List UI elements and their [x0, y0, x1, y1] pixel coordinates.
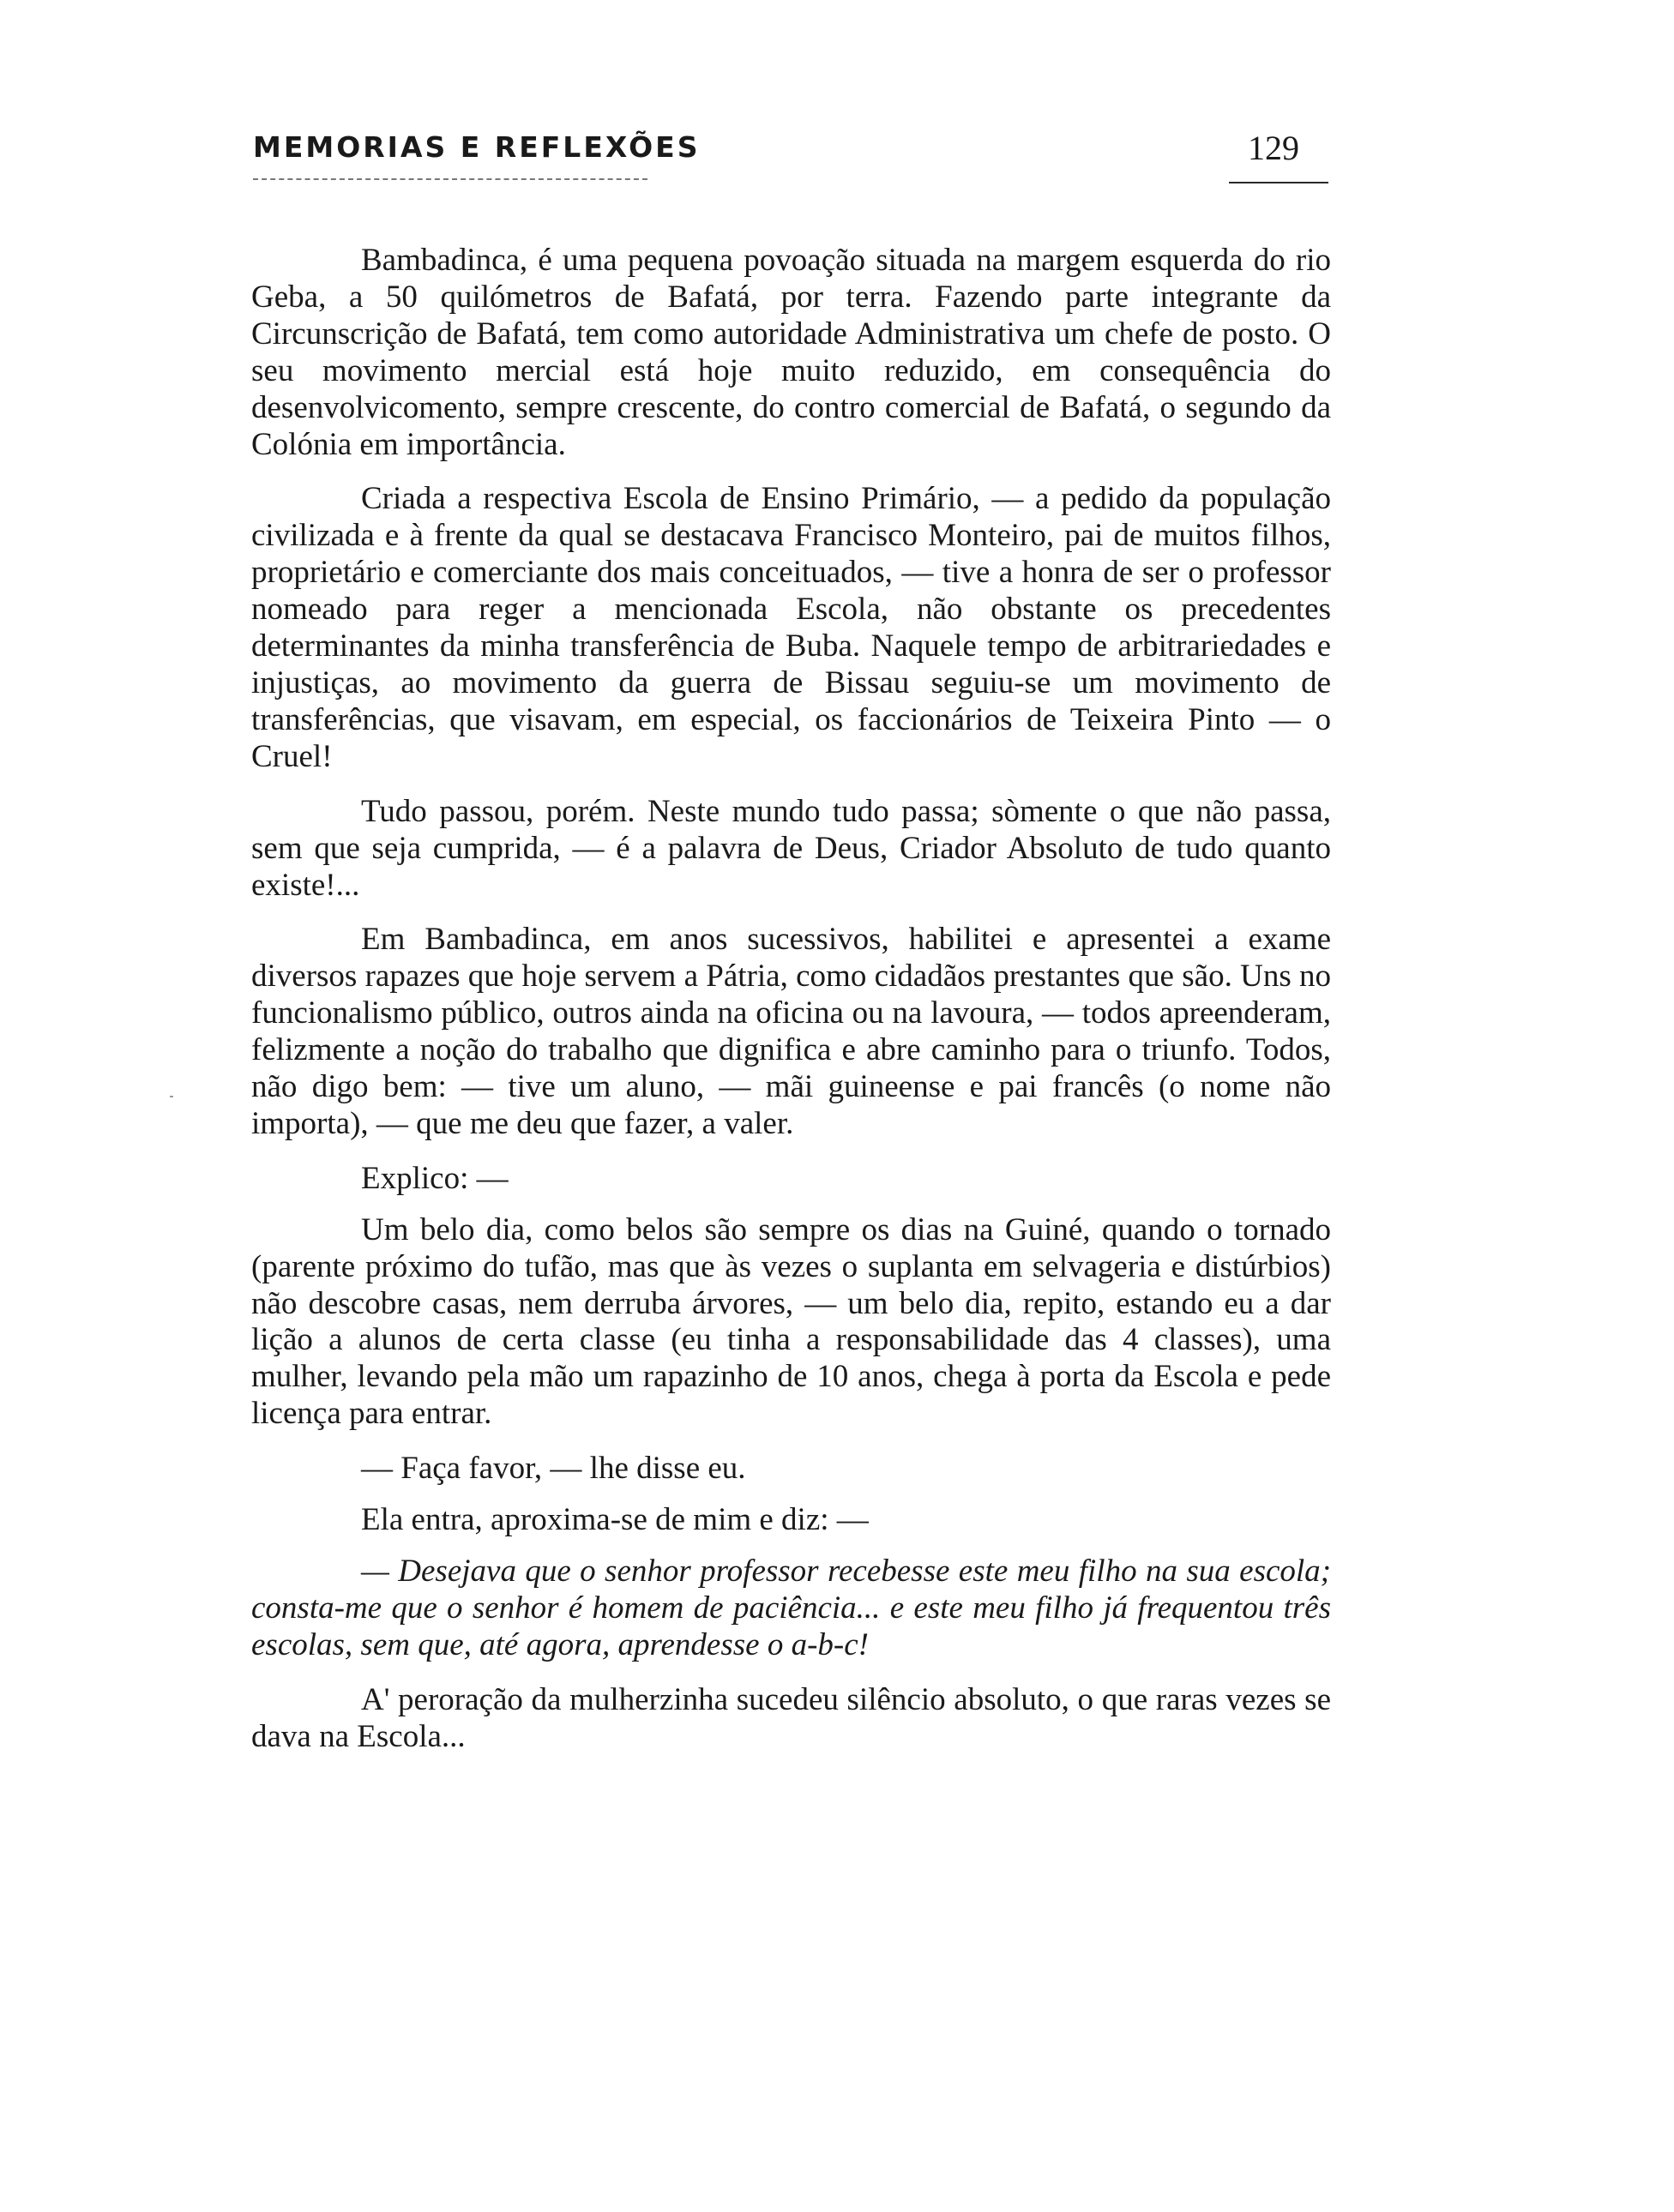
paragraph-ela-entra: Ela entra, aproxima-se de mim e diz: — — [361, 1502, 869, 1538]
paragraph-explico: Explico: — — [361, 1160, 509, 1196]
body-text — [251, 243, 1331, 1774]
paragraph-faca-favor: — Faça favor, — lhe disse eu. — [361, 1451, 746, 1487]
paragraph-desejava: — Desejava que o senhor professor recebesse este meu filho na sua escola; consta-me que o senhor é homem de paciência... e este meu filho já frequentou três escolas, sem que, até agora, aprendesse o a-b-c! — [251, 1554, 1331, 1662]
page-number: 129 — [1248, 129, 1299, 167]
margin-speck — [170, 1096, 173, 1097]
header-rule-left — [253, 178, 647, 180]
paragraph-peroracao: A' peroração da mulherzinha sucedeu silêncio absoluto, o que raras vezes se dava na Escola... — [251, 1681, 1331, 1754]
paragraph-belo-dia: Um belo dia, como belos são sempre os dias na Guiné, quando o tornado (parente próximo do tufão, mas que às vezes o suplanta em selvageria e distúrbios) não descobre casas, nem derruba árvores, — um belo dia, repito, estando eu a dar lição a alunos de certa classe (eu tinha a responsabilidade das 4 classes), uma mulher, levando pela mão um rapazinho de 10 anos, chega à porta da Escola e pede licença para entrar. — [251, 1211, 1331, 1432]
paragraph-tudo-passou: Tudo passou, porém. Neste mundo tudo passa; sòmente o que não passa, sem que seja cumprida, — é a palavra de Deus, Criador Absoluto de tudo quanto existe!... — [251, 793, 1331, 903]
paragraph-escola: Criada a respectiva Escola de Ensino Primário, — a pedido da população civilizada e à frente da qual se destacava Francisco Monteiro, pai de muitos filhos, proprietário e comerciante dos mais conceituados, — tive a honra de ser o professor nomeado para reger a mencionada Escola, não obstante os precedentes determinantes da minha transferência de Buba. Naquele tempo de arbitrariedades e injustiças, ao movimento da guerra de Bissau seguiu-se um movimento de transferências, que visavam, em especial, os faccionários de Teixeira Pinto — o Cruel! — [251, 481, 1331, 774]
paragraph-alunos: Em Bambadinca, em anos sucessivos, habilitei e apresentei a exame diversos rapazes que hoje servem a Pátria, como cidadãos prestantes que são. Uns no funcionalismo público, outros ainda na oficina ou na lavoura, — todos apreenderam, felizmente a noção do trabalho que dignifica e abre caminho para o triunfo. Todos, não digo bem: — tive um aluno, — mãi guineense e pai francês (o nome não importa), — que me deu que fazer, a valer. — [251, 922, 1331, 1141]
paragraph-bambadinca: Bambadinca, é uma pequena povoação situada na margem esquerda do rio Geba, a 50 quilómetros de Bafatá, por terra. Fazendo parte integrante da Circunscrição de Bafatá, tem como autoridade Administrativa um chefe de posto. O seu movimento mercial está hoje muito reduzido, em consequência do desenvolvicomento, sempre crescente, do contro comercial de Bafatá, o segundo da Colónia em importância. — [251, 243, 1331, 462]
header-rule — [1229, 182, 1328, 183]
running-title: MEMORIAS E REFLEXÕES — [253, 130, 701, 164]
